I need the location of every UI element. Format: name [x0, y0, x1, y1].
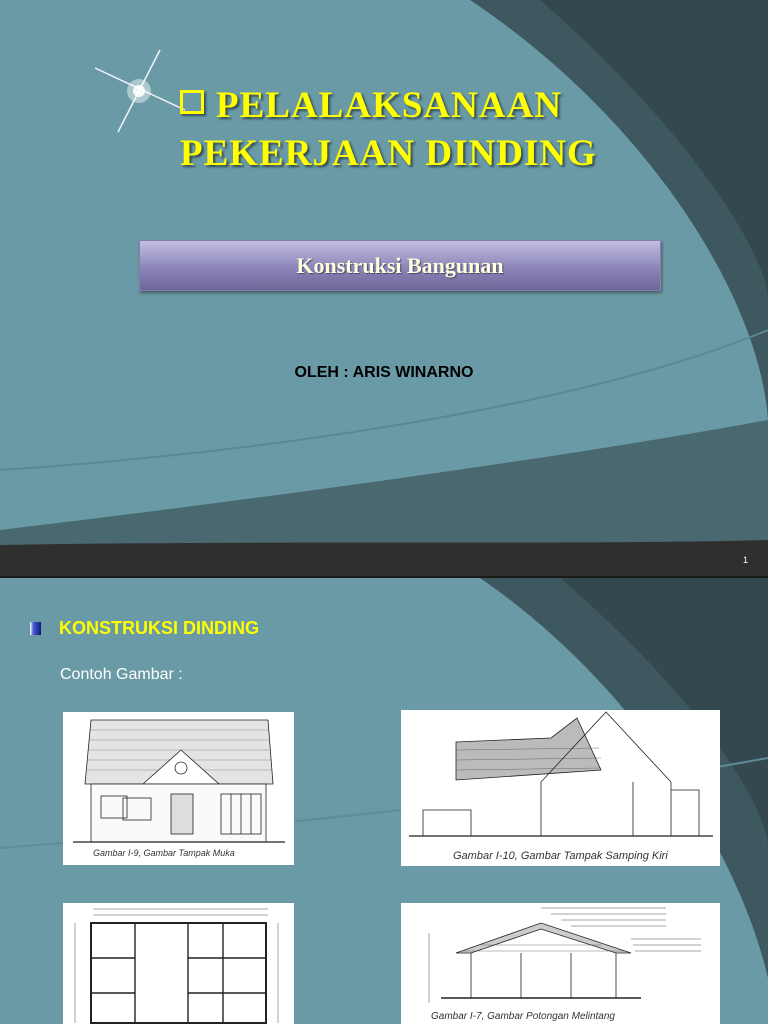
square-bullet-icon: [30, 622, 41, 635]
content-slide: [0, 578, 768, 1024]
title-line-1: PELALAKSANAAN: [216, 85, 563, 126]
title-line-2: PEKERJAAN DINDING: [180, 133, 597, 174]
floor-plan-drawing: [63, 903, 294, 1024]
example-label: Contoh Gambar :: [60, 666, 183, 683]
figure-caption: Gambar I-10, Gambar Tampak Samping Kiri: [453, 850, 668, 862]
slide-title: [180, 82, 597, 178]
author-line: OLEH : ARIS WINARNO: [294, 364, 474, 381]
subtitle-box: [139, 240, 661, 291]
house-front-drawing: [63, 712, 294, 865]
subtitle: Konstruksi Bangunan: [296, 252, 504, 278]
figure-caption: Gambar I-9, Gambar Tampak Muka: [93, 848, 235, 858]
house-side-drawing: [401, 710, 720, 866]
page-number: 1: [742, 555, 748, 565]
cross-section-drawing: [401, 903, 720, 1024]
figure-cross-section: [401, 903, 720, 1024]
section-heading: [30, 618, 259, 639]
figure-front-elevation: [63, 712, 294, 865]
hollow-square-bullet-icon: [180, 90, 204, 114]
figure-side-elevation: [401, 710, 720, 866]
section-title: KONSTRUKSI DINDING: [59, 618, 260, 638]
figure-floor-plan: [63, 903, 294, 1024]
figure-caption: Gambar I-7, Gambar Potongan Melintang: [431, 1011, 615, 1022]
